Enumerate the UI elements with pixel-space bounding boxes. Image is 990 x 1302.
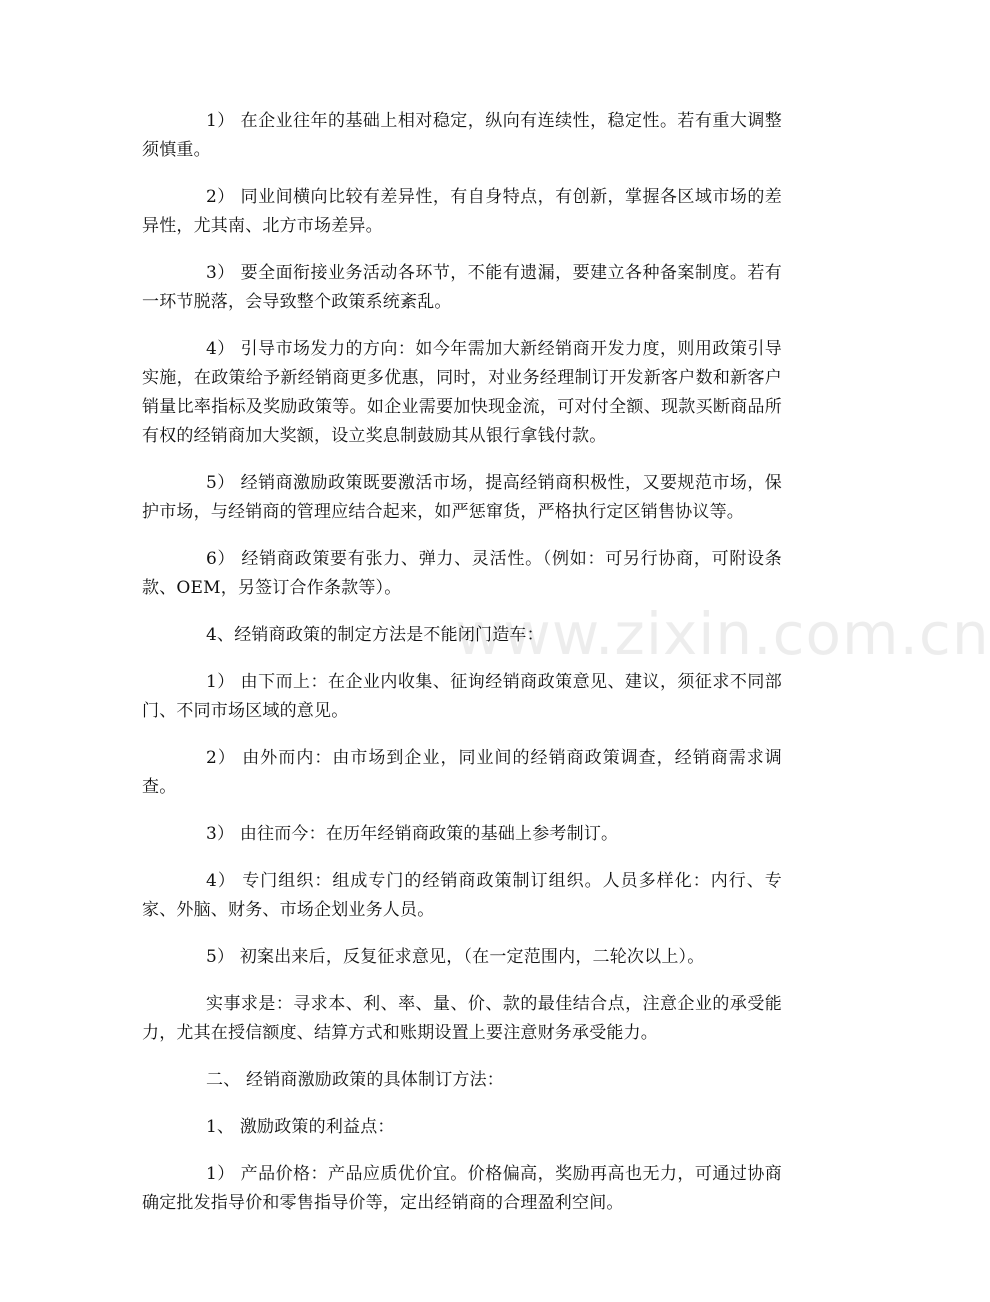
paragraph-method-4: 4） 专门组织：组成专门的经销商政策制订组织。人员多样化：内行、专家、外脑、财务、市场企划业务人员。 bbox=[142, 871, 782, 920]
paragraph-principle-3: 3） 要全面衔接业务活动各环节，不能有遗漏，要建立各种备案制度。若有一环节脱落，会导致整个政策系统紊乱。 bbox=[142, 263, 782, 312]
paragraph-pragmatism: 实事求是：寻求本、利、率、量、价、款的最佳结合点，注意企业的承受能力，尤其在授信额度、结算方式和账期设置上要注意财务承受能力。 bbox=[142, 994, 782, 1043]
paragraph-method-1: 1） 由下而上：在企业内收集、征询经销商政策意见、建议，须征求不同部门、不同市场区域的意见。 bbox=[142, 672, 782, 721]
paragraph-principle-2: 2） 同业间横向比较有差异性，有自身特点，有创新，掌握各区域市场的差异性，尤其南、北方市场差异。 bbox=[142, 187, 782, 236]
paragraph-principle-4: 4） 引导市场发力的方向：如今年需加大新经销商开发力度，则用政策引导实施，在政策给予新经销商更多优惠，同时，对业务经理制订开发新客户数和新客户销量比率指标及奖励政策等。如企业需要加快现金流，可对付全额、现款买断商品所有权的经销商加大奖额，设立奖息制鼓励其从银行拿钱付款。 bbox=[142, 339, 782, 446]
paragraph-method-2: 2） 由外而内：由市场到企业，同业间的经销商政策调查，经销商需求调查。 bbox=[142, 748, 782, 797]
paragraph-principle-6: 6） 经销商政策要有张力、弹力、灵活性。（例如：可另行协商，可附设条款、OEM，另签订合作条款等）。 bbox=[142, 549, 782, 598]
paragraph-method-5: 5） 初案出来后，反复征求意见，（在一定范围内，二轮次以上）。 bbox=[206, 947, 705, 967]
watermark: www.zixin.com.cn bbox=[455, 600, 990, 668]
paragraph-product-price: 1） 产品价格：产品应质优价宜。价格偏高，奖励再高也无力，可通过协商确定批发指导价和零售指导价等，定出经销商的合理盈利空间。 bbox=[142, 1164, 782, 1213]
document-body bbox=[142, 107, 782, 1236]
paragraph-principle-5: 5） 经销商激励政策既要激活市场，提高经销商积极性，又要规范市场，保护市场，与经销商的管理应结合起来，如严惩窜货，严格执行定区销售协议等。 bbox=[142, 473, 782, 522]
subsection-heading-benefits: 1、 激励政策的利益点： bbox=[206, 1117, 395, 1137]
paragraph-principle-1: 1） 在企业往年的基础上相对稳定，纵向有连续性，稳定性。若有重大调整须慎重。 bbox=[142, 111, 782, 160]
paragraph-method-3: 3） 由往而今：在历年经销商政策的基础上参考制订。 bbox=[206, 824, 619, 844]
section-heading-incentive: 二、 经销商激励政策的具体制订方法： bbox=[206, 1070, 505, 1090]
section-heading-methods: 4、经销商政策的制定方法是不能闭门造车： bbox=[206, 625, 544, 645]
